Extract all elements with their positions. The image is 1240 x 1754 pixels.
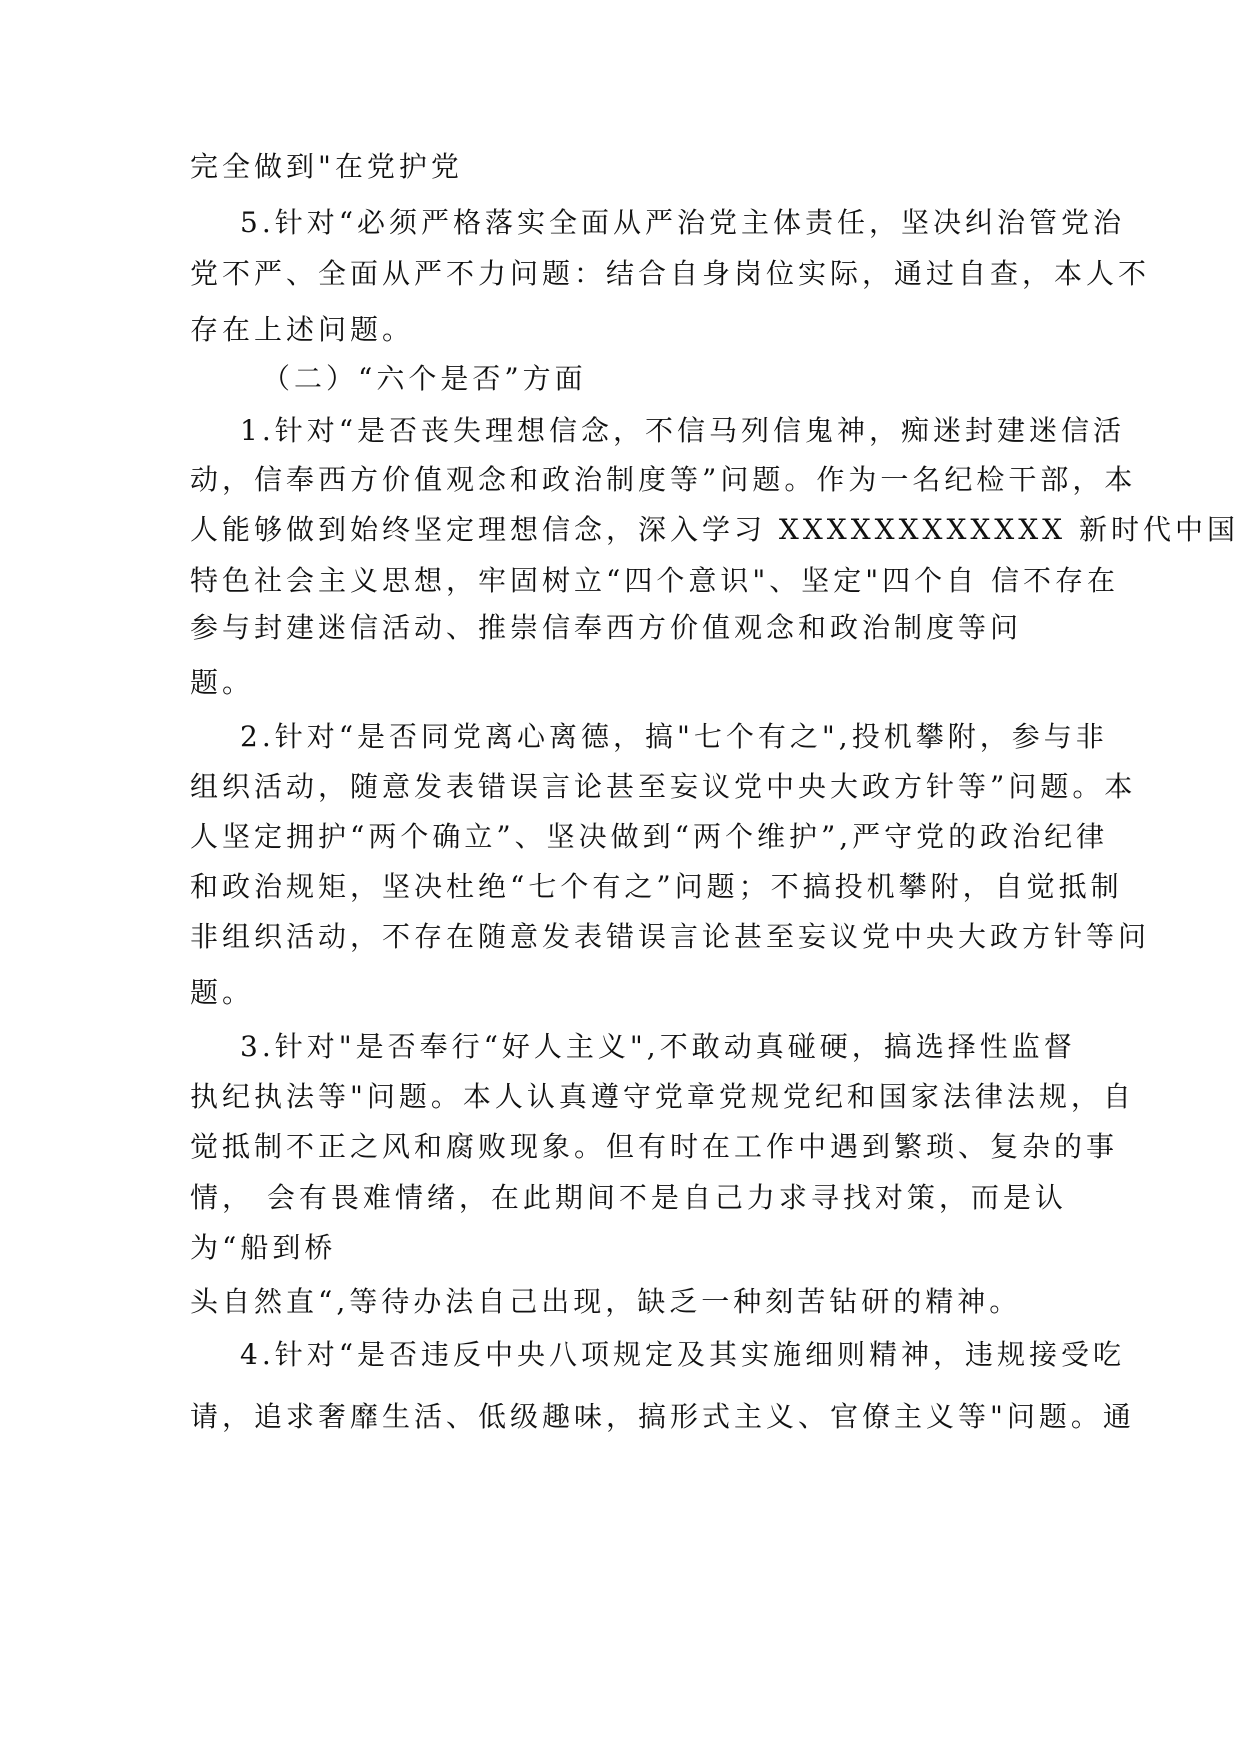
text-line: 请，追求奢靡生活、低级趣味，搞形式主义、官僚主义等"问题。通 — [190, 1400, 1135, 1433]
text-line: 人能够做到始终坚定理想信念，深入学习 XXXXXXXXXXXX 新时代中国 — [190, 513, 1240, 546]
text-line: 非组织活动，不存在随意发表错误言论甚至妄议党中央大政方针等问 — [190, 920, 1151, 953]
text-line: 4.针对“是否违反中央八项规定及其实施细则精神，违规接受吃 — [240, 1338, 1126, 1371]
text-line: 题。 — [190, 666, 255, 699]
text-line: 人坚定拥护“两个确立”、坚决做到“两个维护”,严守党的政治纪律 — [190, 820, 1109, 853]
text-line: 存在上述问题。 — [190, 313, 415, 346]
text-line: 2.针对“是否同党离心离德，搞"七个有之",投机攀附，参与非 — [240, 720, 1108, 753]
text-line: 和政治规矩，坚决杜绝“七个有之”问题；不搞投机攀附，自觉抵制 — [190, 870, 1123, 903]
text-line: 1.针对“是否丧失理想信念，不信马列信鬼神，痴迷封建迷信活 — [240, 414, 1126, 447]
text-line: 觉抵制不正之风和腐败现象。但有时在工作中遇到繁琐、复杂的事 — [190, 1130, 1119, 1163]
text-line: 3.针对"是否奉行“好人主义",不敢动真碰硬，搞选择性监督 — [240, 1030, 1076, 1063]
text-line: 参与封建迷信活动、推崇信奉西方价值观念和政治制度等问 — [190, 611, 1023, 644]
section-heading: （二）“六个是否”方面 — [262, 362, 587, 395]
text-line: 头自然直“,等待办法自己出现，缺乏一种刻苦钻研的精神。 — [190, 1285, 1022, 1318]
text-line: 为“船到桥 — [190, 1231, 337, 1264]
text-line: 特色社会主义思想，牢固树立“四个意识"、坚定"四个自 信不存在 — [190, 564, 1119, 597]
text-line: 5.针对“必须严格落实全面从严治党主体责任，坚决纠治管党治 — [240, 206, 1126, 239]
text-line: 完全做到"在党护党 — [190, 150, 463, 183]
text-line: 党不严、全面从严不力问题：结合自身岗位实际，通过自查，本人不 — [190, 257, 1151, 290]
text-line: 情， 会有畏难情绪，在此期间不是自己力求寻找对策，而是认 — [190, 1181, 1067, 1214]
text-line: 题。 — [190, 976, 255, 1009]
text-line: 执纪执法等"问题。本人认真遵守党章党规党纪和国家法律法规，自 — [190, 1080, 1135, 1113]
text-line: 动，信奉西方价值观念和政治制度等”问题。作为一名纪检干部，本 — [190, 463, 1137, 496]
text-line: 组织活动，随意发表错误言论甚至妄议党中央大政方针等”问题。本 — [190, 770, 1137, 803]
